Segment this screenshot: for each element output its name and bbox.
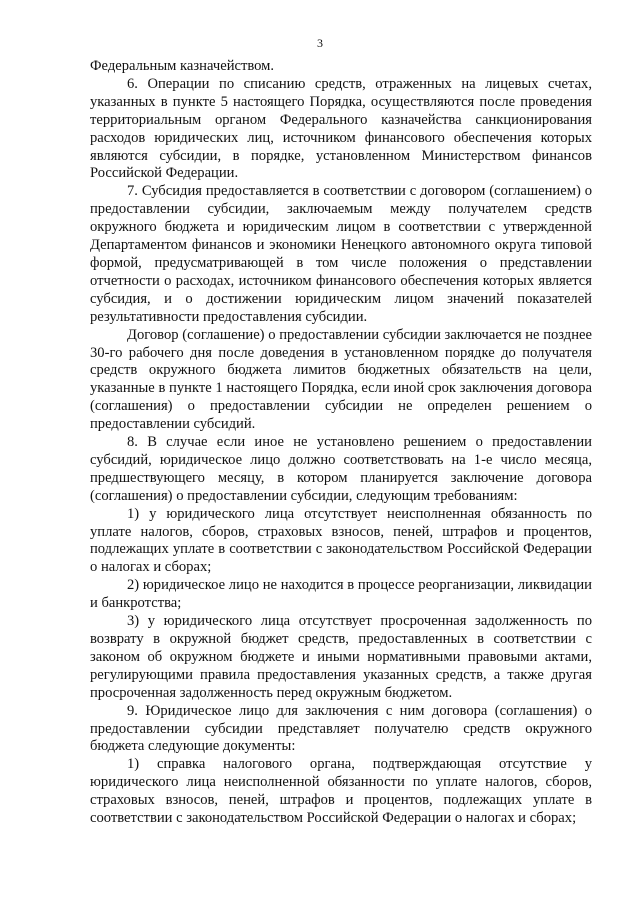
paragraph-item-9-1: 1) справка налогового органа, подтверждающая отсутствие у юридического лица неисполненной обязанности по уплате налогов, сборов, страховых взносов, пеней, штрафов и процентов, подлежащих уплате в соответствии с законодательством Российской Федерации о налогах и сборах; — [90, 756, 592, 827]
paragraph-item-8-1: 1) у юридического лица отсутствует неисполненная обязанность по уплате налогов, сборов, страховых взносов, пеней, штрафов и процентов, подлежащих уплате в соответствии с законодательством Российской Федерации о налогах и сборах; — [90, 505, 592, 576]
page-number: 3 — [317, 36, 323, 50]
paragraph-item-8: 8. В случае если иное не установлено решением о предоставлении субсидий, юридическое лицо должно соответствовать на 1-е число месяца, предшествующего месяцу, в котором планируется заключение договора (соглашения) о предоставлении субсидии, следующим требованиям: — [90, 434, 592, 504]
paragraph-continuation: Федеральным казначейством. — [90, 58, 275, 74]
paragraph-item-7: 7. Субсидия предоставляется в соответствии с договором (соглашением) о предоставлении субсидии, заключаемым между получателем средств окружного бюджета и юридическим лицом в соответствии с утвержденной Департаментом финансов и экономики Ненецкого автономного округа типовой формой, предусматривающей в том числе положения о представлении отчетности о расходах, источником финансового обеспечения которых является субсидия, и о достижении юридическим лицом значений показателей результативности предоставления субсидии. — [90, 183, 592, 325]
paragraph-agreement-terms: Договор (соглашение) о предоставлении субсидии заключается не позднее 30-го рабочего дня после доведения в установленном порядке до получателя средств окружного бюджета лимитов бюджетных обязательств на цели, указанные в пункте 1 настоящего Порядка, если иной срок заключения договора (соглашения) о предоставлении субсидии не определен решением о предоставлении субсидий. — [90, 326, 592, 433]
paragraph-item-8-2: 2) юридическое лицо не находится в процессе реорганизации, ликвидации и банкротства; — [90, 577, 592, 612]
document-body — [90, 58, 592, 828]
paragraph-item-8-3: 3) у юридического лица отсутствует просроченная задолженность по возврату в окружной бюджет средств, предоставленных в соответствии с законом об окружном бюджете и иными нормативными правовыми актами, регулирующими правила предоставления указанных средств, а также другая просроченная задолженность перед окружным бюджетом. — [90, 613, 592, 701]
paragraph-item-9: 9. Юридическое лицо для заключения с ним договора (соглашения) о предоставлении субсидии представляет получателю средств окружного бюджета следующие документы: — [90, 702, 592, 755]
paragraph-item-6: 6. Операции по списанию средств, отраженных на лицевых счетах, указанных в пункте 5 настоящего Порядка, осуществляются после проведения территориальным органом Федерального казначейства санкционирования расходов юридических лиц, источником финансового обеспечения которых являются субсидии, в порядке, установленном Министерством финансов Российской Федерации. — [90, 75, 592, 182]
